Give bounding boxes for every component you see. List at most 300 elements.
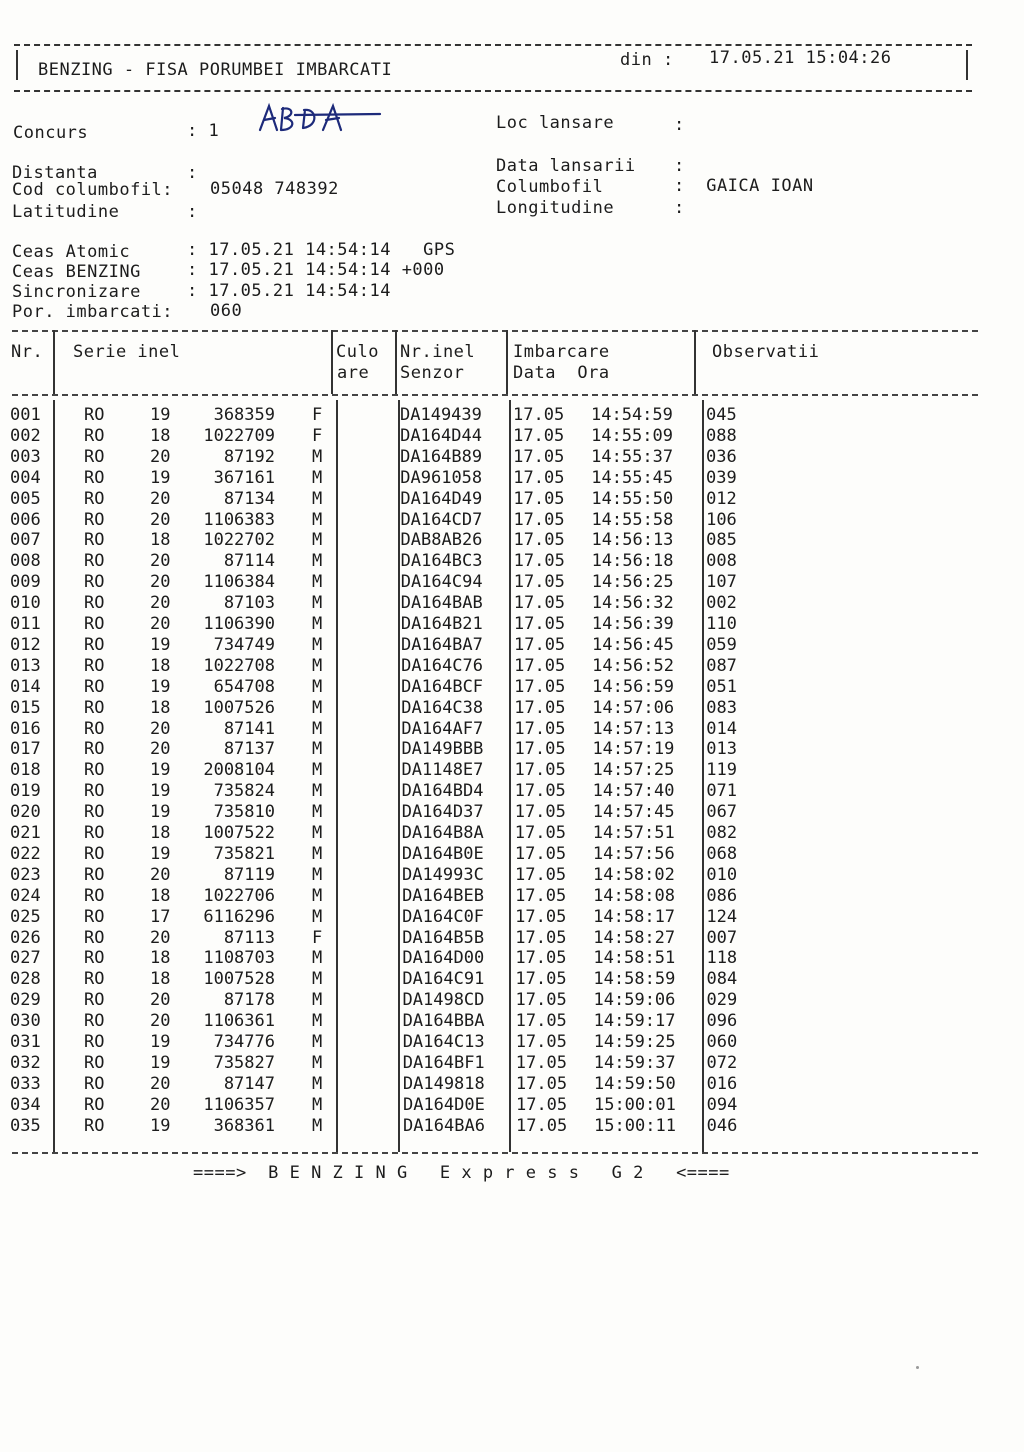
row-ring-number: 734776 (213, 1032, 275, 1052)
row-sensor-ring: DA164D49 (400, 488, 483, 509)
print-date-value: 17.05.21 15:04:26 (709, 48, 892, 68)
row-country: RO (84, 718, 105, 739)
row-country: RO (84, 760, 105, 781)
row-nr: 017 (10, 739, 41, 760)
row-time: 14:56:18 (591, 551, 674, 572)
row-observation: 071 (706, 781, 738, 802)
row-time: 14:57:40 (592, 781, 675, 802)
row-sensor-ring: DA164B8A (401, 823, 484, 843)
row-time: 14:59:06 (593, 990, 676, 1011)
row-sex: M (312, 572, 323, 593)
longitudine-label: Longitudine (496, 198, 615, 218)
row-year: 20 (150, 1073, 171, 1094)
row-observation: 060 (706, 1032, 738, 1052)
row-date: 17.05 (513, 446, 565, 467)
row-date: 17.05 (515, 906, 567, 927)
row-sensor-ring: DA164D00 (402, 948, 485, 969)
row-sex: M (312, 843, 323, 864)
row-observation: 046 (706, 1115, 738, 1136)
row-observation: 016 (706, 1073, 738, 1094)
row-country: RO (84, 990, 105, 1011)
row-date: 17.05 (513, 467, 565, 488)
row-date: 17.05 (513, 593, 565, 614)
row-sensor-ring: DA164B5B (402, 927, 485, 948)
row-country: RO (84, 906, 105, 927)
row-observation: 014 (706, 718, 737, 739)
row-date: 17.05 (513, 551, 565, 572)
row-time: 14:58:59 (593, 969, 676, 990)
row-sensor-ring: DA149439 (400, 405, 482, 425)
row-country: RO (84, 1052, 105, 1073)
row-country: RO (84, 885, 105, 906)
header-left-border (16, 50, 18, 80)
ceas-benzing-value: : 17.05.21 14:54:14 +000 (187, 260, 445, 280)
row-sensor-ring: DA1498CD (402, 990, 485, 1011)
row-time: 14:55:50 (591, 488, 674, 509)
row-country: RO (84, 593, 105, 614)
row-date: 17.05 (513, 572, 565, 593)
row-year: 20 (150, 551, 171, 572)
row-ring-number: 368359 (213, 405, 275, 425)
row-nr: 008 (10, 551, 41, 572)
row-date: 17.05 (515, 927, 567, 948)
row-country: RO (84, 1094, 105, 1115)
row-sex: F (312, 425, 323, 446)
row-year: 20 (150, 509, 171, 530)
row-date: 17.05 (513, 425, 565, 446)
row-observation: 036 (706, 446, 737, 467)
row-nr: 007 (10, 530, 41, 551)
row-ring-number: 367161 (213, 467, 275, 488)
row-observation: 008 (706, 551, 737, 572)
row-country: RO (84, 864, 105, 885)
row-observation: 107 (706, 572, 737, 593)
col-separator (694, 330, 696, 394)
row-sensor-ring: DA164C94 (400, 572, 483, 593)
row-observation: 051 (706, 676, 737, 697)
row-year: 18 (150, 530, 171, 551)
row-sex: M (312, 676, 323, 697)
row-country: RO (84, 823, 105, 843)
col-separator (53, 400, 55, 1152)
row-nr: 011 (10, 614, 41, 634)
col-separator (509, 400, 511, 1152)
row-country: RO (84, 467, 105, 488)
row-ring-number: 87137 (223, 739, 275, 760)
row-nr: 002 (10, 425, 41, 446)
row-observation: 119 (706, 760, 738, 781)
row-country: RO (84, 446, 105, 467)
row-ring-number: 654708 (213, 676, 275, 697)
row-sensor-ring: DA164B21 (400, 614, 483, 634)
row-year: 20 (150, 1011, 171, 1032)
row-sensor-ring: DA164BEB (402, 885, 484, 906)
row-ring-number: 1022709 (203, 425, 275, 446)
row-time: 14:57:51 (592, 823, 675, 843)
row-time: 14:56:32 (591, 593, 674, 614)
row-sensor-ring: DA14993C (401, 864, 484, 885)
table-top-border (12, 330, 978, 332)
row-ring-number: 1007528 (203, 969, 275, 990)
row-nr: 012 (10, 634, 41, 655)
row-country: RO (84, 530, 105, 551)
row-year: 19 (150, 802, 171, 823)
row-year: 18 (150, 823, 171, 843)
row-sensor-ring: DA164C0F (402, 906, 485, 927)
row-nr: 027 (10, 948, 41, 969)
row-country: RO (84, 802, 105, 823)
row-nr: 031 (10, 1032, 41, 1052)
distanta-label: Distanta (12, 163, 98, 183)
row-time: 14:58:17 (593, 906, 676, 927)
row-year: 20 (150, 739, 171, 760)
col-separator (506, 330, 508, 394)
row-time: 14:56:13 (591, 530, 674, 551)
row-date: 17.05 (514, 781, 566, 802)
header-observatii: Observatii (712, 342, 820, 362)
row-country: RO (84, 425, 105, 446)
data-lansarii-value: : (674, 156, 685, 176)
row-sensor-ring: DA164BA7 (400, 634, 483, 655)
row-sex: M (312, 1094, 323, 1115)
row-year: 19 (150, 781, 171, 802)
row-nr: 001 (10, 405, 41, 425)
row-observation: 007 (706, 927, 738, 948)
row-time: 14:56:39 (591, 614, 674, 634)
row-time: 14:59:17 (593, 1011, 676, 1032)
row-sex: F (312, 927, 323, 948)
row-ring-number: 368361 (213, 1115, 275, 1136)
row-time: 14:58:02 (592, 864, 675, 885)
header-bottom-border (14, 90, 972, 92)
row-year: 20 (150, 614, 171, 634)
row-sensor-ring: DA164D0E (402, 1094, 485, 1115)
row-ring-number: 2008104 (203, 760, 275, 781)
row-sex: M (312, 823, 323, 843)
row-country: RO (84, 697, 105, 718)
row-year: 19 (150, 467, 171, 488)
row-observation: 012 (706, 488, 737, 509)
row-observation: 068 (706, 843, 738, 864)
row-nr: 026 (10, 927, 41, 948)
row-date: 17.05 (513, 488, 565, 509)
row-sex: M (312, 1115, 323, 1136)
row-country: RO (84, 488, 105, 509)
row-year: 17 (150, 906, 171, 927)
header-nr: Nr. (11, 342, 44, 362)
row-sex: M (312, 864, 323, 885)
row-year: 20 (150, 488, 171, 509)
row-time: 14:58:51 (593, 948, 676, 969)
row-nr: 035 (10, 1115, 41, 1136)
row-nr: 034 (10, 1094, 41, 1115)
row-nr: 023 (10, 864, 41, 885)
row-ring-number: 1022702 (203, 530, 275, 551)
row-ring-number: 87119 (223, 864, 275, 885)
row-sensor-ring: DA164BC3 (400, 551, 483, 572)
row-country: RO (84, 655, 105, 676)
header-top-border (14, 44, 972, 46)
row-nr: 010 (10, 593, 41, 614)
row-year: 20 (150, 864, 171, 885)
row-observation: 124 (706, 906, 738, 927)
row-country: RO (84, 927, 105, 948)
row-year: 19 (150, 405, 171, 425)
row-sex: M (312, 614, 323, 634)
row-year: 20 (150, 927, 171, 948)
row-nr: 019 (10, 781, 41, 802)
row-ring-number: 87141 (223, 718, 275, 739)
row-date: 17.05 (513, 509, 565, 530)
speck (916, 1366, 919, 1369)
row-year: 18 (150, 969, 171, 990)
row-observation: 106 (706, 509, 737, 530)
row-sex: M (312, 781, 323, 802)
row-country: RO (84, 634, 105, 655)
ceas-atomic-label: Ceas Atomic (12, 242, 131, 262)
latitudine-label: Latitudine (12, 202, 120, 222)
row-ring-number: 735821 (213, 843, 275, 864)
document-title: BENZING - FISA PORUMBEI IMBARCATI (38, 60, 393, 80)
row-sex: M (312, 885, 323, 906)
loc-lansare-label: Loc lansare (496, 113, 615, 133)
row-nr: 022 (10, 843, 41, 864)
row-sensor-ring: DA164BCF (401, 676, 484, 697)
row-time: 14:59:37 (593, 1052, 676, 1073)
row-ring-number: 1022706 (203, 885, 275, 906)
row-observation: 067 (706, 802, 738, 823)
table-bottom-border (12, 1152, 978, 1154)
row-observation: 118 (706, 948, 738, 969)
row-nr: 003 (10, 446, 41, 467)
sincronizare-label: Sincronizare (12, 282, 141, 302)
row-country: RO (84, 614, 105, 634)
row-date: 17.05 (513, 405, 565, 425)
row-year: 19 (150, 760, 171, 781)
footer-banner: ====> B E N Z I N G E x p r e s s G 2 <==== (193, 1163, 730, 1183)
row-time: 14:59:50 (593, 1073, 676, 1094)
row-sex: M (312, 1032, 323, 1052)
row-ring-number: 87114 (223, 551, 275, 572)
row-sensor-ring: DA164BA6 (403, 1115, 485, 1136)
row-country: RO (84, 739, 105, 760)
row-sensor-ring: DA164AF7 (401, 718, 484, 739)
row-ring-number: 87103 (223, 593, 275, 614)
row-observation: 059 (706, 634, 737, 655)
row-sex: M (312, 1011, 323, 1032)
row-year: 19 (150, 634, 171, 655)
row-sensor-ring: DA961058 (400, 467, 483, 488)
row-sensor-ring: DA164B89 (400, 446, 483, 467)
distanta-value: : (187, 163, 198, 183)
row-sensor-ring: DA164B0E (401, 843, 484, 864)
row-observation: 002 (706, 593, 737, 614)
row-year: 18 (150, 885, 171, 906)
row-year: 20 (150, 1094, 171, 1115)
row-time: 14:54:59 (591, 405, 673, 425)
row-observation: 013 (706, 739, 737, 760)
row-nr: 025 (10, 906, 41, 927)
row-sex: M (312, 530, 323, 551)
row-observation: 085 (706, 530, 737, 551)
row-nr: 021 (10, 823, 41, 843)
row-time: 14:57:19 (592, 739, 675, 760)
row-nr: 015 (10, 697, 41, 718)
row-sex: M (312, 488, 323, 509)
row-country: RO (84, 781, 105, 802)
row-sensor-ring: DA164BAB (400, 593, 483, 614)
row-year: 19 (150, 676, 171, 697)
data-lansarii-label: Data lansarii (496, 156, 636, 176)
row-sex: M (312, 697, 323, 718)
row-date: 17.05 (514, 843, 567, 864)
ceas-atomic-value: : 17.05.21 14:54:14 GPS (187, 240, 456, 260)
header-culoare-line2: are (337, 363, 370, 383)
row-time: 14:57:25 (592, 760, 675, 781)
row-nr: 028 (10, 969, 41, 990)
row-sensor-ring: DA164BD4 (401, 781, 484, 802)
row-ring-number: 6116296 (203, 906, 275, 927)
row-year: 20 (150, 718, 171, 739)
concurs-label: Concurs (13, 123, 89, 143)
row-year: 20 (150, 446, 171, 467)
row-date: 17.05 (515, 1052, 567, 1073)
row-time: 14:55:58 (591, 509, 674, 530)
row-observation: 096 (706, 1011, 738, 1032)
row-sex: M (312, 551, 323, 572)
row-ring-number: 87134 (223, 488, 275, 509)
row-sex: M (312, 739, 323, 760)
row-nr: 033 (10, 1073, 41, 1094)
row-time: 14:56:25 (591, 572, 674, 593)
row-observation: 072 (706, 1052, 738, 1073)
row-sensor-ring: DA164D44 (400, 425, 482, 446)
header-right-border (966, 50, 968, 80)
row-ring-number: 735824 (213, 781, 275, 802)
sincronizare-value: : 17.05.21 14:54:14 (187, 281, 391, 301)
row-date: 17.05 (515, 948, 567, 969)
row-sensor-ring: DA164BF1 (402, 1052, 485, 1073)
latitudine-value: : (187, 202, 198, 222)
row-sex: M (312, 906, 323, 927)
col-separator (53, 330, 55, 394)
row-observation: 083 (706, 697, 737, 718)
row-ring-number: 735810 (213, 802, 275, 823)
row-sensor-ring: DA164C91 (402, 969, 485, 990)
row-date: 17.05 (514, 676, 566, 697)
row-sensor-ring: DA1148E7 (401, 760, 484, 781)
row-country: RO (84, 1032, 105, 1052)
row-ring-number: 1106383 (203, 509, 275, 530)
row-sex: M (312, 948, 323, 969)
row-observation: 039 (706, 467, 737, 488)
row-date: 17.05 (515, 885, 567, 906)
row-country: RO (84, 1011, 105, 1032)
row-country: RO (84, 509, 105, 530)
row-sex: M (312, 969, 323, 990)
por-imbarcati-label: Por. imbarcati: (12, 302, 174, 322)
row-date: 17.05 (514, 802, 566, 823)
row-observation: 088 (706, 425, 737, 446)
row-year: 18 (150, 697, 171, 718)
row-time: 14:56:45 (591, 634, 674, 655)
row-ring-number: 1108703 (203, 948, 275, 969)
ceas-benzing-label: Ceas BENZING (12, 262, 141, 282)
table-header-separator (12, 394, 978, 396)
row-observation: 087 (706, 655, 737, 676)
row-time: 14:57:56 (592, 843, 675, 864)
row-observation: 010 (706, 864, 738, 885)
row-date: 17.05 (514, 739, 566, 760)
row-date: 17.05 (516, 1115, 568, 1136)
row-sensor-ring: DAB8AB26 (400, 530, 483, 551)
row-year: 18 (150, 948, 171, 969)
header-culoare-line1: Culo (336, 342, 379, 362)
row-time: 14:57:13 (592, 718, 675, 739)
row-ring-number: 735827 (213, 1052, 275, 1073)
row-sex: M (312, 509, 323, 530)
row-country: RO (84, 676, 105, 697)
row-ring-number: 1106357 (203, 1094, 275, 1115)
handwritten-signature (255, 100, 385, 140)
row-time: 14:55:37 (591, 446, 674, 467)
columbofil-label: Columbofil (496, 177, 604, 197)
row-observation: 094 (706, 1094, 738, 1115)
row-sensor-ring: DA149BBB (401, 739, 484, 760)
longitudine-value: : (674, 198, 685, 218)
row-country: RO (84, 1115, 105, 1136)
row-year: 19 (150, 843, 171, 864)
row-observation: 086 (706, 885, 738, 906)
row-sex: M (312, 446, 323, 467)
row-ring-number: 1007526 (203, 697, 275, 718)
row-observation: 110 (706, 614, 737, 634)
row-date: 17.05 (515, 1094, 568, 1115)
row-country: RO (84, 969, 105, 990)
row-country: RO (84, 551, 105, 572)
row-nr: 009 (10, 572, 41, 593)
row-date: 17.05 (513, 614, 566, 634)
row-sex: F (312, 405, 323, 425)
row-country: RO (84, 405, 105, 425)
row-sensor-ring: DA164C76 (401, 655, 483, 676)
row-country: RO (84, 572, 105, 593)
cod-columbofil-label: Cod columbofil: (12, 180, 174, 200)
row-ring-number: 1106361 (203, 1011, 275, 1032)
col-separator (336, 400, 338, 1152)
row-nr: 004 (10, 467, 41, 488)
row-date: 17.05 (513, 634, 566, 655)
row-time: 14:55:45 (591, 467, 674, 488)
row-ring-number: 87192 (223, 446, 275, 467)
row-time: 14:56:52 (592, 655, 674, 676)
header-nr-inel-line1: Nr.inel (400, 342, 476, 362)
row-ring-number: 1007522 (203, 823, 275, 843)
row-date: 17.05 (515, 969, 567, 990)
row-nr: 030 (10, 1011, 41, 1032)
row-sex: M (312, 593, 323, 614)
row-ring-number: 1022708 (203, 655, 275, 676)
row-year: 19 (150, 1115, 171, 1136)
col-separator (331, 330, 333, 394)
row-time: 15:00:11 (594, 1115, 676, 1136)
print-date-label: din : (620, 50, 674, 70)
row-time: 14:56:59 (592, 676, 675, 697)
header-imbarcare-line2: Data Ora (513, 363, 610, 383)
row-date: 17.05 (514, 864, 567, 885)
row-sex: M (312, 1073, 323, 1094)
row-nr: 018 (10, 760, 41, 781)
